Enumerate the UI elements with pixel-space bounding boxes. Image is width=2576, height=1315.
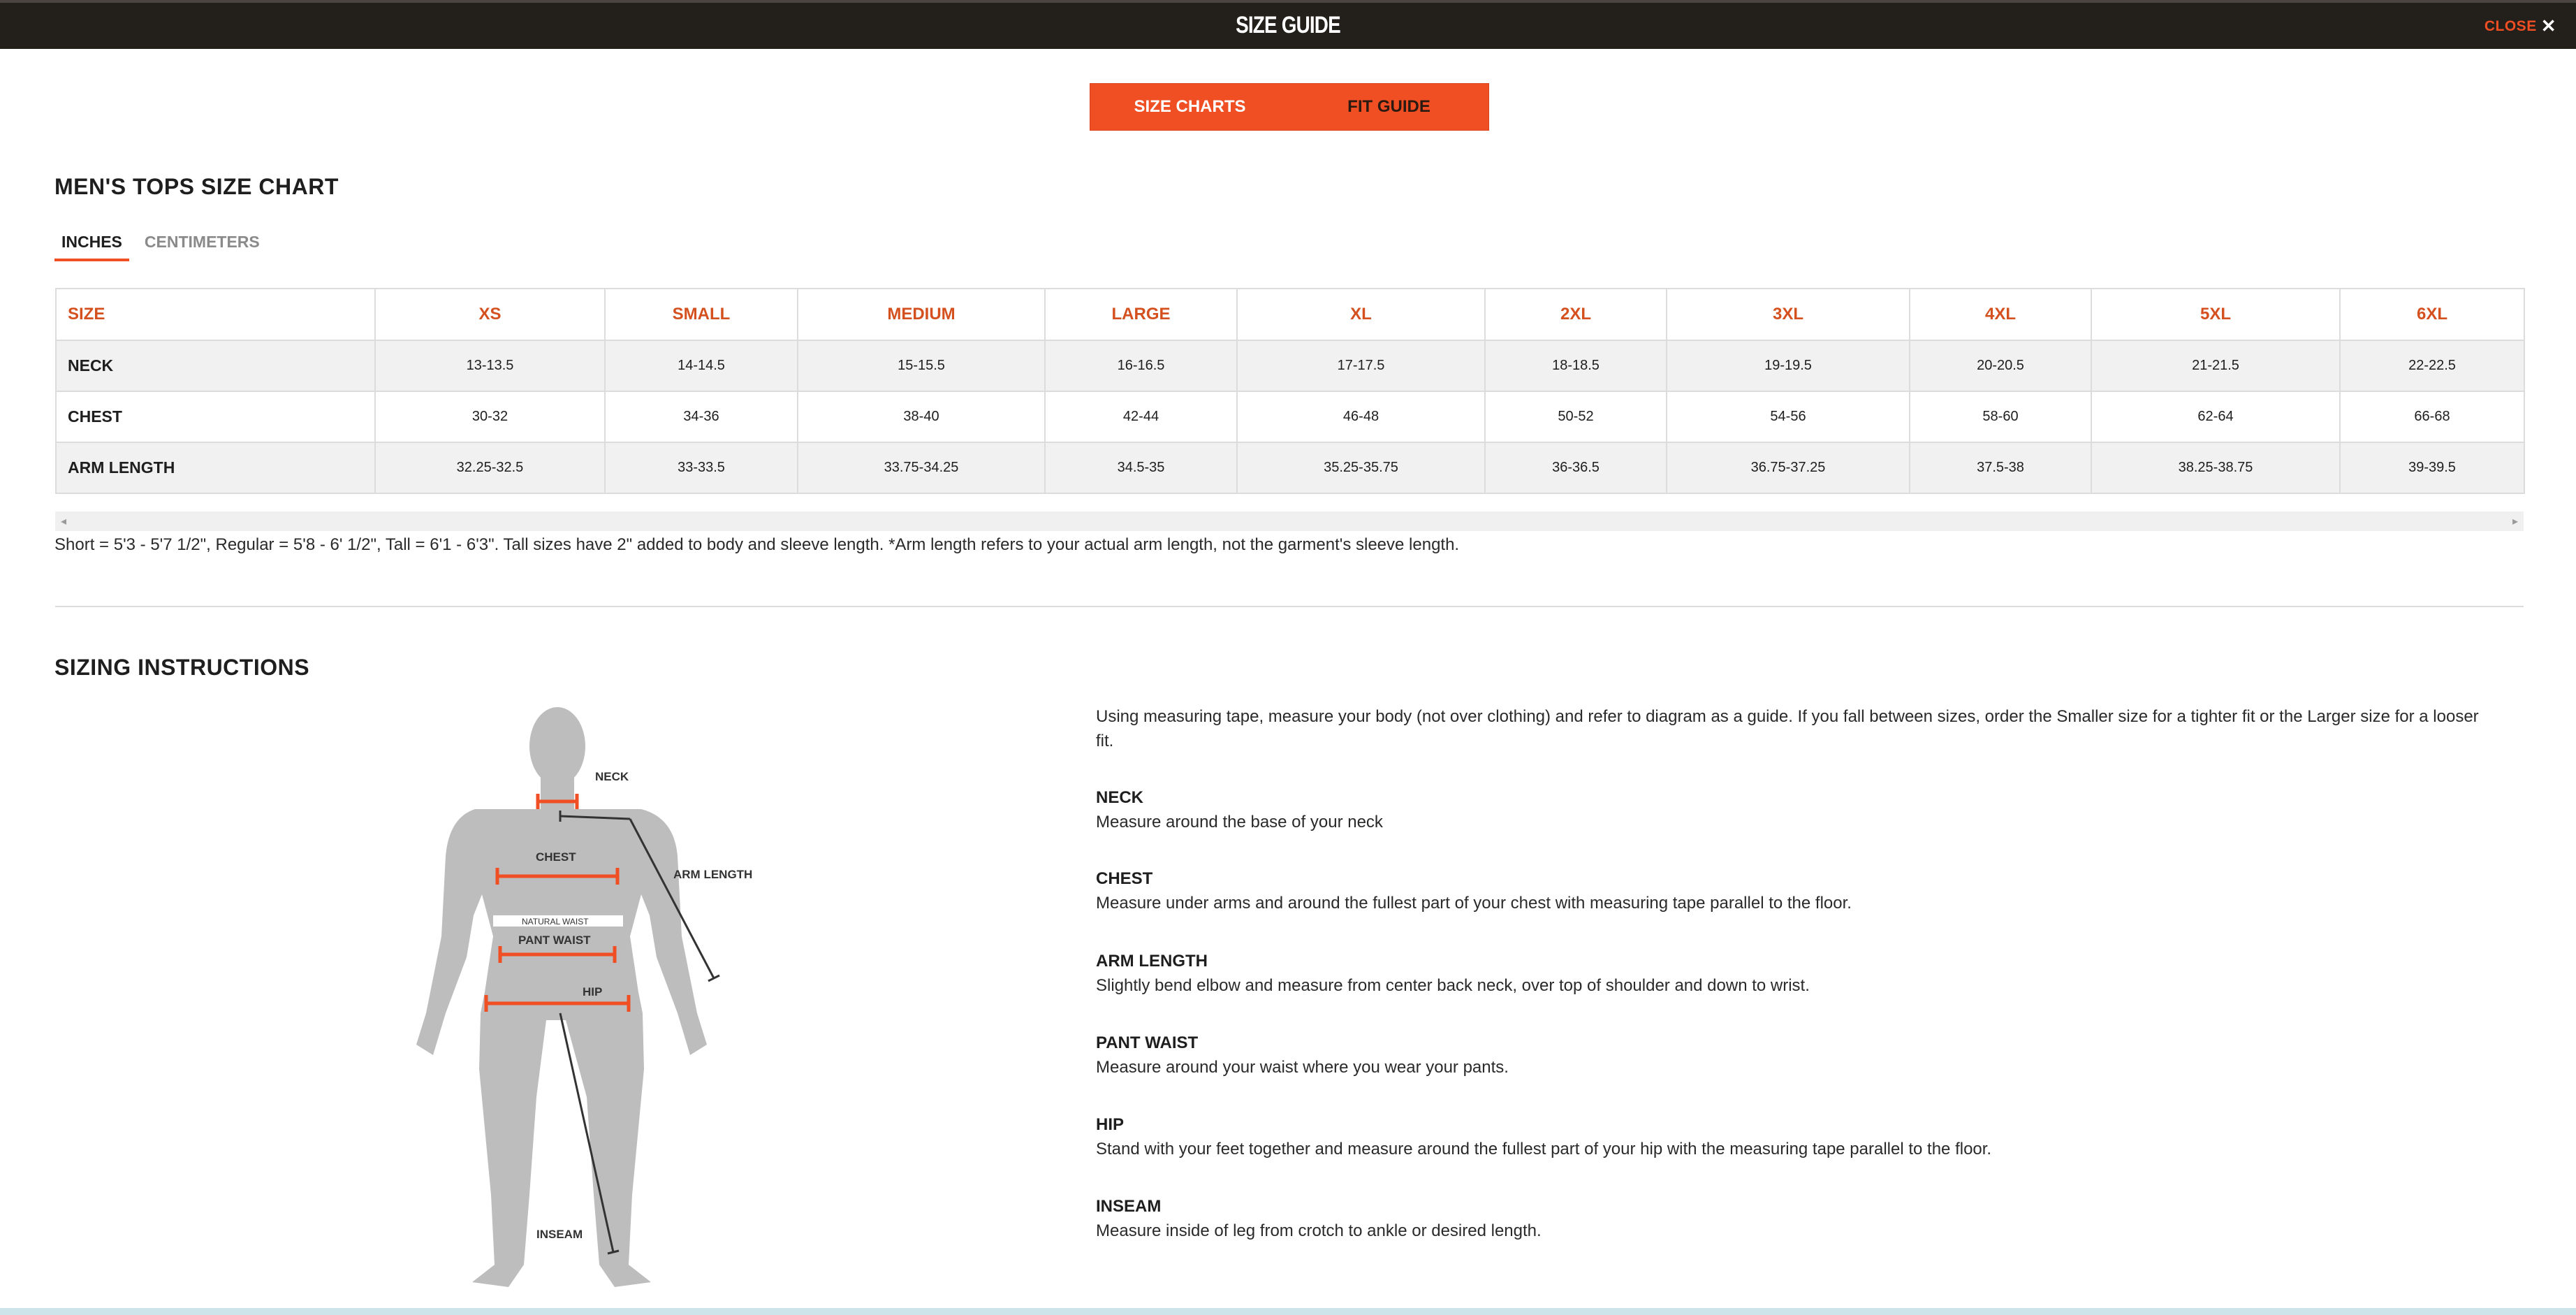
table-horizontal-scrollbar[interactable] — [55, 511, 2524, 531]
label-pant-waist: PANT WAIST — [518, 933, 591, 947]
instruction-heading: HIP — [1096, 1115, 1125, 1134]
table-cell: 18-18.5 — [1485, 340, 1667, 391]
instruction-heading: INSEAM — [1096, 1197, 1162, 1216]
table-row — [56, 442, 2524, 493]
instruction-text: Measure around the base of your neck — [1096, 813, 1383, 831]
column-header: SMALL — [605, 289, 798, 340]
table-row — [56, 340, 2524, 391]
close-button[interactable] — [2484, 15, 2556, 37]
label-neck: NECK — [595, 770, 629, 783]
close-icon: ✕ — [2540, 15, 2556, 36]
column-header: LARGE — [1045, 289, 1237, 340]
body-silhouette — [416, 707, 707, 1287]
table-cell: 17-17.5 — [1237, 340, 1485, 391]
table-cell: 13-13.5 — [375, 340, 605, 391]
instruction-pant-waist — [1096, 1031, 2493, 1080]
instruction-neck — [1096, 785, 2493, 834]
table-cell: 35.25-35.75 — [1237, 442, 1485, 493]
instruction-text: Measure under arms and around the fullest part of your chest with measuring tape parallel to the floor. — [1096, 894, 1852, 913]
table-cell: 21-21.5 — [2091, 340, 2340, 391]
sizing-instructions-title: SIZING INSTRUCTIONS — [54, 655, 310, 680]
size-footnote: Short = 5'3 - 5'7 1/2", Regular = 5'8 - 6' 1/2", Tall = 6'1 - 6'3". Tall sizes have 2" added to body and sleeve length. *Arm length refers to your actual arm length, not the garment's sleeve length. — [54, 535, 1460, 554]
unit-tabs — [54, 229, 267, 260]
table-cell: 16-16.5 — [1045, 340, 1237, 391]
table-cell: 33-33.5 — [605, 442, 798, 493]
column-header: 6XL — [2340, 289, 2524, 340]
column-header: MEDIUM — [798, 289, 1045, 340]
column-header: SIZE — [56, 289, 375, 340]
row-label: NECK — [56, 340, 375, 391]
label-inseam: INSEAM — [536, 1228, 583, 1241]
page-bottom-strip — [0, 1308, 2576, 1315]
instruction-text: Measure around your waist where you wear your pants. — [1096, 1058, 1509, 1077]
label-hip: HIP — [583, 985, 603, 998]
tab-size-charts[interactable]: SIZE CHARTS — [1134, 97, 1246, 116]
label-chest: CHEST — [536, 850, 576, 864]
table-cell: 38-40 — [798, 391, 1045, 442]
table-cell: 37.5-38 — [1910, 442, 2091, 493]
instruction-inseam — [1096, 1194, 2493, 1243]
column-header: 3XL — [1667, 289, 1910, 340]
instruction-text: Stand with your feet together and measure around the fullest part of your hip with the measuring tape parallel to the floor. — [1096, 1140, 1992, 1158]
size-chart-table — [55, 288, 2525, 494]
instruction-text: Measure inside of leg from crotch to ankle or desired length. — [1096, 1221, 1542, 1240]
label-arm-length: ARM LENGTH — [673, 868, 753, 881]
table-cell: 20-20.5 — [1910, 340, 2091, 391]
table-cell: 19-19.5 — [1667, 340, 1910, 391]
tab-inches[interactable]: INCHES — [54, 229, 129, 261]
chart-title: MEN'S TOPS SIZE CHART — [54, 174, 339, 199]
close-label: CLOSE — [2484, 18, 2537, 34]
scroll-left-icon[interactable]: ◂ — [61, 516, 67, 528]
table-cell: 46-48 — [1237, 391, 1485, 442]
table-cell: 62-64 — [2091, 391, 2340, 442]
tab-fit-guide[interactable]: FIT GUIDE — [1347, 97, 1430, 116]
table-cell: 32.25-32.5 — [375, 442, 605, 493]
table-cell: 22-22.5 — [2340, 340, 2524, 391]
table-cell: 34-36 — [605, 391, 798, 442]
column-header: XL — [1237, 289, 1485, 340]
table-cell: 15-15.5 — [798, 340, 1045, 391]
instruction-arm-length — [1096, 949, 2493, 998]
table-header-row — [56, 289, 2524, 340]
column-header: 5XL — [2091, 289, 2340, 340]
body-measurement-diagram — [363, 706, 782, 1307]
table-cell: 30-32 — [375, 391, 605, 442]
table-cell: 50-52 — [1485, 391, 1667, 442]
column-header: XS — [375, 289, 605, 340]
instruction-heading: CHEST — [1096, 869, 1153, 888]
table-cell: 39-39.5 — [2340, 442, 2524, 493]
scroll-right-icon[interactable]: ▸ — [2512, 516, 2518, 528]
instruction-text: Slightly bend elbow and measure from center back neck, over top of shoulder and down to wrist. — [1096, 976, 1810, 995]
instruction-heading: ARM LENGTH — [1096, 952, 1208, 971]
table-cell: 54-56 — [1667, 391, 1910, 442]
table-cell: 14-14.5 — [605, 340, 798, 391]
column-header: 4XL — [1910, 289, 2091, 340]
label-natural-waist: NATURAL WAIST — [522, 917, 589, 927]
table-cell: 66-68 — [2340, 391, 2524, 442]
table-row — [56, 391, 2524, 442]
instruction-chest — [1096, 866, 2493, 915]
table-cell: 36.75-37.25 — [1667, 442, 1910, 493]
modal-header — [0, 0, 2576, 49]
section-divider — [55, 606, 2524, 607]
table-cell: 34.5-35 — [1045, 442, 1237, 493]
tab-centimeters[interactable]: CENTIMETERS — [144, 233, 260, 251]
instruction-heading: PANT WAIST — [1096, 1033, 1199, 1052]
row-label: CHEST — [56, 391, 375, 442]
table-cell: 38.25-38.75 — [2091, 442, 2340, 493]
table-cell: 36-36.5 — [1485, 442, 1667, 493]
instruction-hip — [1096, 1112, 2493, 1161]
instruction-heading: NECK — [1096, 788, 1144, 807]
table-cell: 58-60 — [1910, 391, 2091, 442]
modal-title: SIZE GUIDE — [1236, 12, 1340, 38]
table-cell: 33.75-34.25 — [798, 442, 1045, 493]
instructions-intro: Using measuring tape, measure your body (not over clothing) and refer to diagram as a guide. If you fall between sizes, order the Smaller size for a tighter fit or the Larger size for a looser fit. — [1096, 707, 2479, 750]
row-label: ARM LENGTH — [56, 442, 375, 493]
table-cell: 42-44 — [1045, 391, 1237, 442]
column-header: 2XL — [1485, 289, 1667, 340]
guide-tab-group — [1090, 83, 1489, 131]
